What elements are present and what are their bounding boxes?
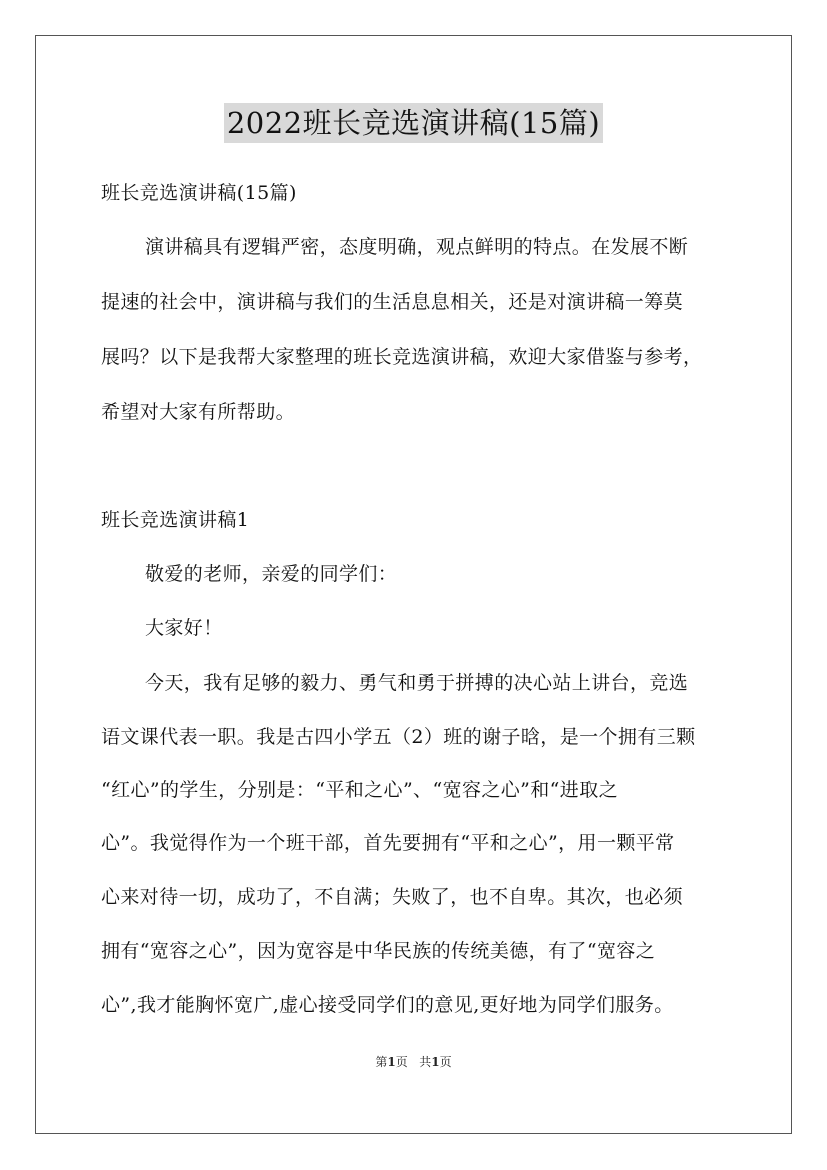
body-line: 心来对待一切，成功了，不自满；失败了，也不自卑。其次，也必须 xyxy=(101,886,684,908)
document-title: 2022班长竞选演讲稿(15篇) xyxy=(224,103,603,143)
body-line: 拥有“宽容之心”，因为宽容是中华民族的传统美德，有了“宽容之 xyxy=(101,940,656,962)
page-footer xyxy=(0,1054,827,1070)
body-line: “红心”的学生，分别是：“平和之心”、“宽容之心”和“进取之 xyxy=(101,779,618,801)
title-container xyxy=(0,103,827,143)
greeting: 敬爱的老师，亲爱的同学们： xyxy=(145,563,398,585)
total-number: 1 xyxy=(431,1055,440,1069)
total-suffix: 页 xyxy=(439,1055,452,1069)
intro-line: 希望对大家有所帮助。 xyxy=(101,401,296,423)
section-heading: 班长竞选演讲稿1 xyxy=(101,509,250,531)
subtitle: 班长竞选演讲稿(15篇) xyxy=(101,182,297,204)
body-line: 心”。我觉得作为一个班干部，首先要拥有“平和之心”，用一颗平常 xyxy=(101,832,675,854)
page-prefix: 第 xyxy=(375,1055,388,1069)
intro-line: 提速的社会中，演讲稿与我们的生活息息相关，还是对演讲稿一筹莫 xyxy=(101,291,684,313)
intro-line: 演讲稿具有逻辑严密，态度明确，观点鲜明的特点。在发展不断 xyxy=(145,236,689,258)
page-suffix: 页 xyxy=(395,1055,408,1069)
body-line: 心”,我才能胸怀宽广,虚心接受同学们的意见,更好地为同学们服务。 xyxy=(101,994,674,1016)
body-line: 今天，我有足够的毅力、勇气和勇于拼搏的决心站上讲台，竞选 xyxy=(145,672,689,694)
intro-line: 展吗？以下是我帮大家整理的班长竞选演讲稿，欢迎大家借鉴与参考， xyxy=(101,346,703,368)
body-line: 语文课代表一职。我是古四小学五（2）班的谢子晗，是一个拥有三颗 xyxy=(101,726,696,748)
hello-line: 大家好！ xyxy=(145,617,223,639)
page-number: 1 xyxy=(387,1055,396,1069)
total-prefix: 共 xyxy=(419,1055,432,1069)
